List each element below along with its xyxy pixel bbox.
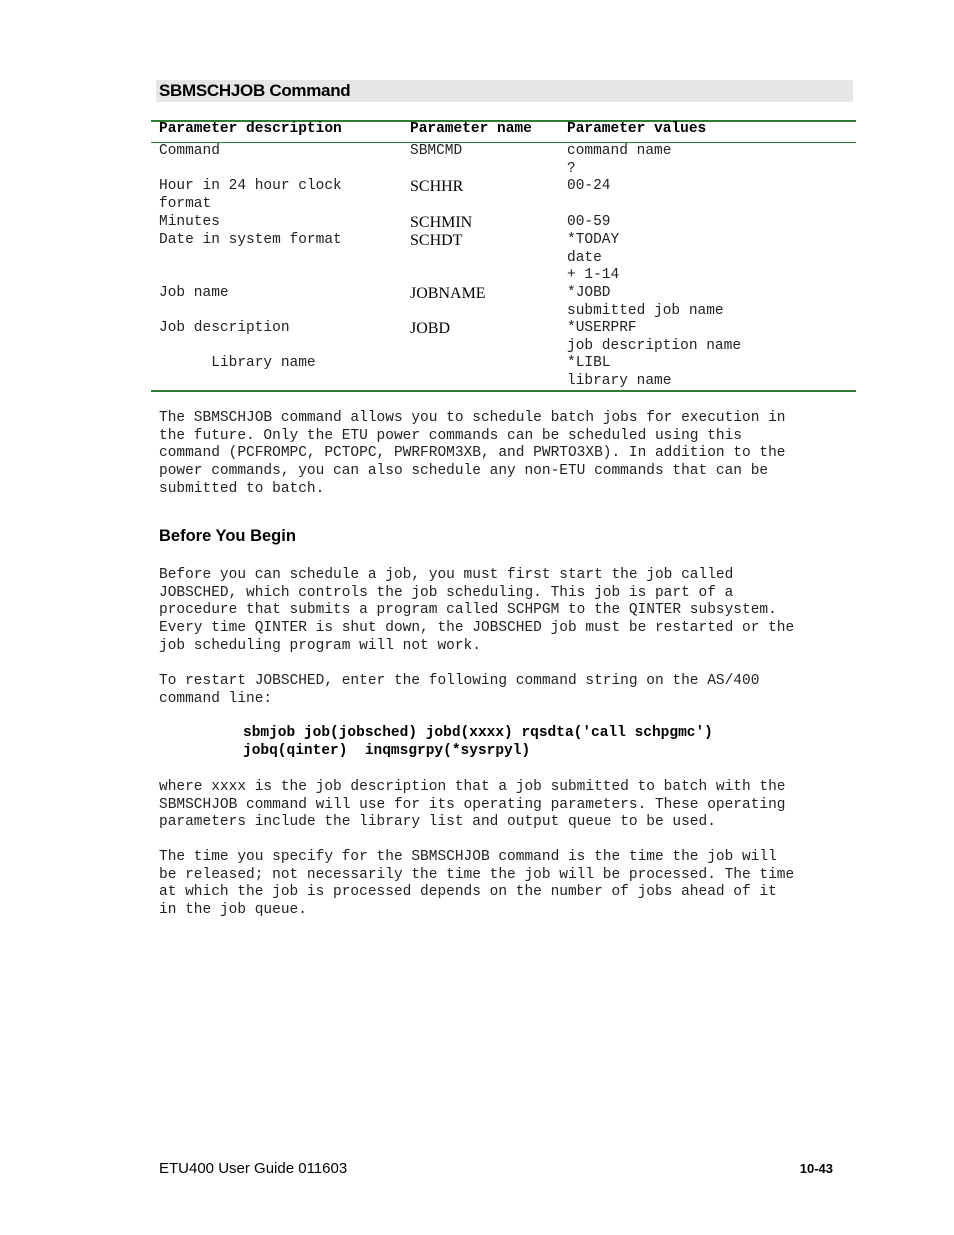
row-description: Command xyxy=(159,143,220,159)
row-values: 00-59 xyxy=(567,214,611,230)
intro-paragraph: The SBMSCHJOB command allows you to schedule batch jobs for execution in the future. Only the ETU power commands can be scheduled using this command (PCFROMPC, PCTOPC, PWRFROM3XB, and PWRTO3XB). In addition to the power commands, you can also schedule any non-ETU commands that can be submitted to batch. xyxy=(159,410,786,497)
section-heading-bar xyxy=(156,80,853,102)
table-bottom-rule xyxy=(151,390,856,392)
row-description: Minutes xyxy=(159,214,220,230)
header-values: Parameter values xyxy=(567,121,707,137)
row-description: Job description xyxy=(159,320,290,336)
before-you-begin-heading: Before You Begin xyxy=(159,527,296,545)
command-string: sbmjob job(jobsched) jobd(xxxx) rqsdta('call schpgmc') jobq(qinter) inqmsgrpy(*sysrpyl) xyxy=(243,725,713,759)
row-description: Hour in 24 hour clock format xyxy=(159,178,342,212)
row-description: Date in system format xyxy=(159,232,342,248)
footer-page-number: 10-43 xyxy=(799,1161,833,1176)
where-paragraph: where xxxx is the job description that a job submitted to batch with the SBMSCHJOB command will use for its operating parameters. These operating parameters include the library list and output queue to be used. xyxy=(159,779,786,831)
row-name: JOBD xyxy=(410,320,451,337)
header-name: Parameter name xyxy=(410,121,532,137)
row-name: SBMCMD xyxy=(410,143,463,159)
row-name: SCHDT xyxy=(410,232,463,249)
row-values: *TODAY date + 1-14 xyxy=(567,232,620,283)
header-description: Parameter description xyxy=(159,121,342,137)
row-description: Library name xyxy=(159,355,316,371)
row-values: *LIBL library name xyxy=(567,355,672,389)
section-title: SBMSCHJOB Command xyxy=(159,81,351,100)
row-values: command name ? xyxy=(567,143,672,177)
time-paragraph: The time you specify for the SBMSCHJOB command is the time the job will be released; not necessarily the time the job will be processed. The time at which the job is processed depends on the number of jobs ahead of it in the job queue. xyxy=(159,849,795,919)
row-description: Job name xyxy=(159,285,229,301)
row-values: 00-24 xyxy=(567,178,611,194)
row-name: SCHHR xyxy=(410,178,464,195)
footer-guide-title: ETU400 User Guide 011603 xyxy=(159,1160,348,1177)
row-name: SCHMIN xyxy=(410,214,473,231)
header-rule xyxy=(151,142,856,143)
row-values: *USERPRF job description name xyxy=(567,320,742,354)
before-paragraph: Before you can schedule a job, you must first start the job called JOBSCHED, which controls the job scheduling. This job is part of a procedure that submits a program called SCHPGM to the QINTER subsystem. Every time QINTER is shut down, the JOBSCHED job must be restarted or the job scheduling program will not work. xyxy=(159,567,795,654)
restart-paragraph: To restart JOBSCHED, enter the following command string on the AS/400 command line: xyxy=(159,673,760,707)
row-name: JOBNAME xyxy=(410,285,486,302)
row-values: *JOBD submitted job name xyxy=(567,285,724,319)
